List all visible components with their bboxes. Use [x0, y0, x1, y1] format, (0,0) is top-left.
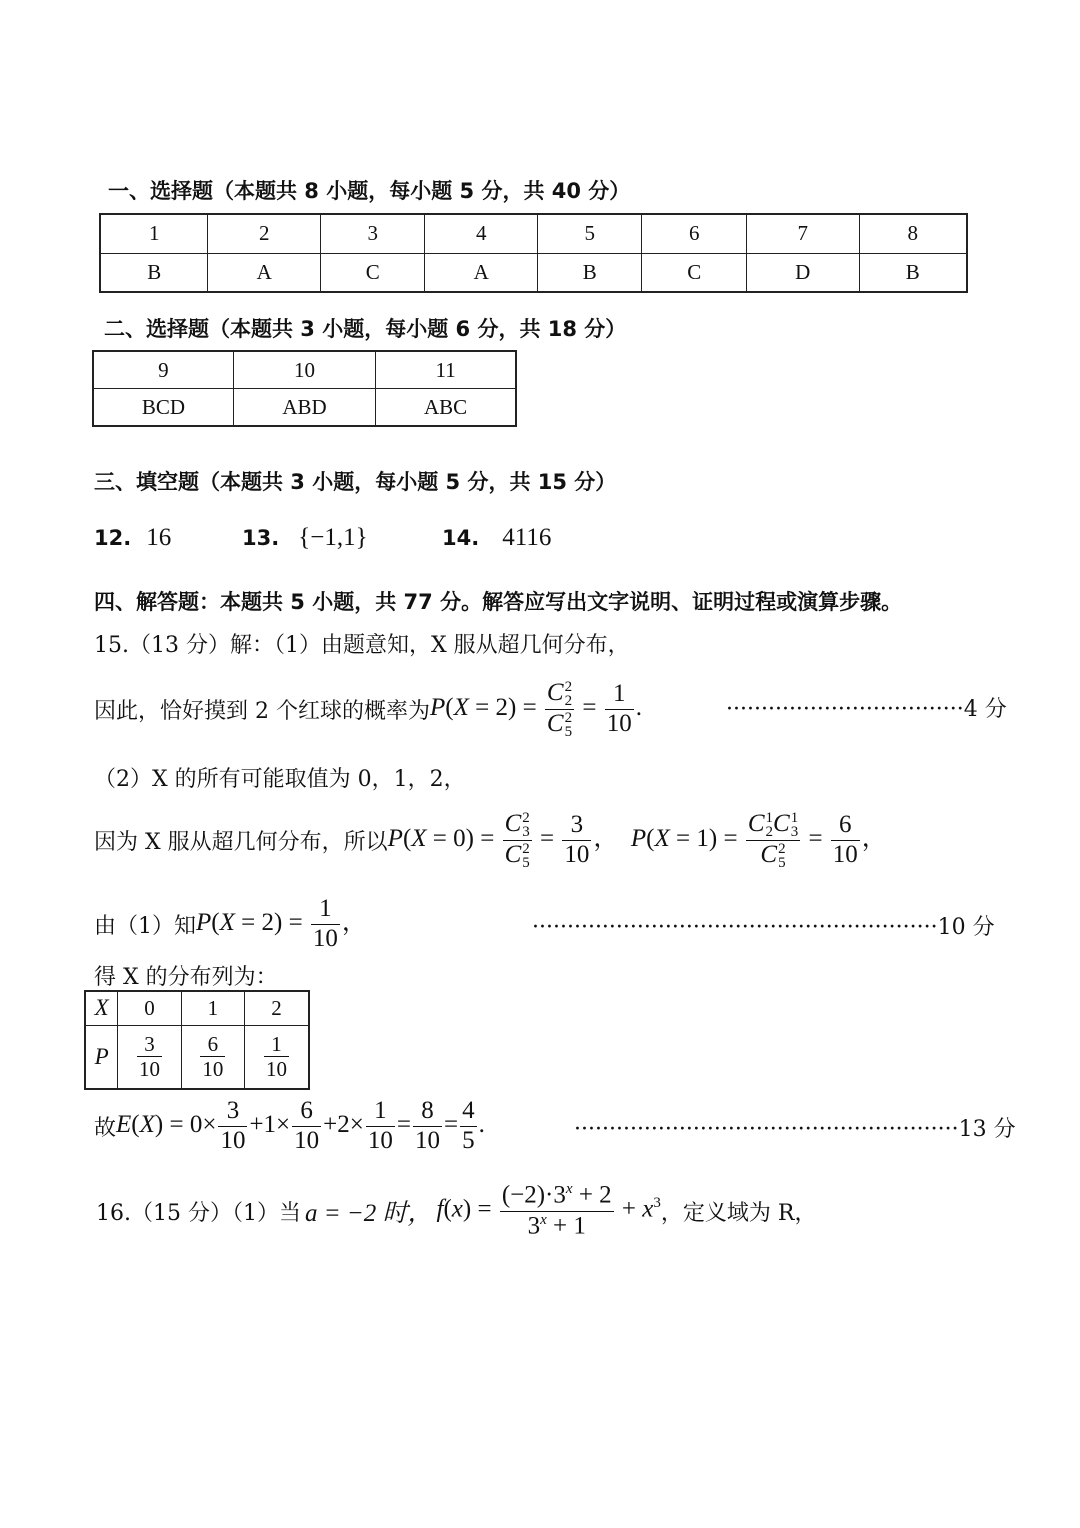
q15-line2	[94, 674, 642, 744]
section3-heading: 三、填空题（本题共 3 小题，每小题 5 分，共 15 分）	[94, 470, 617, 494]
table-cell: B	[538, 253, 642, 292]
table-cell: 3	[320, 214, 424, 253]
table-row	[93, 389, 516, 427]
table-row	[100, 214, 967, 253]
formula-p0-p1: P(X = 0) = C 2 3 C 2 5 = $\frac{3}{10}$ ， P(X = 1) = C 1 2 C 1 3 C 2 5 = $\frac{6}{10}$ ，	[387, 809, 887, 871]
fill-blank-answer-13	[242, 524, 368, 552]
table-cell: 6	[642, 214, 746, 253]
table-cell: B	[100, 253, 208, 292]
item-number: 13.	[242, 526, 280, 550]
table-cell: BCD	[93, 389, 233, 427]
line-text: 因此，恰好摸到 2 个红球的概率为	[94, 698, 430, 724]
formula-p2: P(X = 2) = C 2 2 C 2 5 = $\frac{1}{10}$ .	[430, 678, 642, 740]
q15-line3: （2）X 的所有可能取值为 0，1，2，	[94, 767, 466, 792]
table-cell: 11	[376, 351, 516, 389]
score-text: 13 分	[958, 1117, 1016, 1142]
table-cell: 2	[208, 214, 321, 253]
item-number: 12.	[94, 526, 132, 550]
table-cell: 10	[233, 351, 375, 389]
table-cell: 8	[859, 214, 967, 253]
table-cell	[181, 1025, 244, 1089]
table-header-cell: 0	[118, 991, 181, 1025]
fill-blank-answer-14	[442, 524, 551, 552]
line-text: 因为 X 服从超几何分布，所以	[94, 829, 388, 855]
item-answer: 4116	[502, 524, 552, 551]
table-cell: 1	[100, 214, 208, 253]
q15-line5	[94, 892, 367, 956]
fraction-denominator: 10	[202, 1057, 224, 1082]
item-answer: {−1,1}	[298, 524, 368, 551]
table-row	[100, 253, 967, 292]
q15-line1: 15.（13 分）解：（1）由题意知，X 服从超几何分布，	[94, 633, 630, 658]
section1-heading: 一、选择题（本题共 8 小题，每小题 5 分，共 40 分）	[108, 179, 631, 203]
table-header-cell: 1	[181, 991, 244, 1025]
score-mark-4: ··································4 分	[726, 697, 1007, 722]
fraction-numerator: 1	[264, 1032, 289, 1057]
fraction-denominator: 10	[266, 1057, 288, 1082]
formula-p2-recall: P(X = 2) = $\frac{1}{10}$ ，	[196, 894, 367, 952]
table-row	[85, 1025, 309, 1089]
table-cell: 9	[93, 351, 233, 389]
item-number: 14.	[442, 526, 480, 550]
table-cell: D	[746, 253, 859, 292]
q15-line6: 得 X 的分布列为：	[94, 965, 278, 990]
condition-text: a = −2 时，	[304, 1200, 433, 1227]
table-cell: B	[859, 253, 967, 292]
table-cell: 5	[538, 214, 642, 253]
table-cell: C	[642, 253, 746, 292]
q16-line1	[96, 1178, 816, 1244]
section4-heading: 四、解答题：本题共 5 小题，共 77 分。解答应写出文字说明、证明过程或演算步骤。	[94, 590, 903, 614]
choice-answer-table-2	[92, 350, 517, 427]
table-header-cell: 2	[245, 991, 309, 1025]
table-cell: A	[425, 253, 538, 292]
q15-line7	[94, 1094, 485, 1158]
table-row-label: P	[85, 1025, 118, 1089]
table-cell	[245, 1025, 309, 1089]
line-text: 16.（15 分）（1）当	[96, 1200, 301, 1226]
fill-blank-answer-12	[94, 524, 171, 552]
q15-line4	[94, 806, 887, 874]
table-cell: 7	[746, 214, 859, 253]
fraction-numerator: 3	[137, 1032, 162, 1057]
table-header-cell: X	[85, 991, 118, 1025]
table-cell: ABC	[376, 389, 516, 427]
line-text: 故	[94, 1115, 117, 1141]
score-text: 10 分	[937, 915, 995, 940]
table-cell	[118, 1025, 181, 1089]
fraction-denominator: 10	[139, 1057, 161, 1082]
table-cell: A	[208, 253, 321, 292]
table-cell: 4	[425, 214, 538, 253]
score-mark-13: ·······················································13 分	[574, 1117, 1016, 1142]
formula-fx: f(x) = $\frac{(-2)\cdot 3^x + 2}{3^x + 1}$ + $x^3$	[436, 1181, 661, 1239]
section2-heading: 二、选择题（本题共 3 小题，每小题 6 分，共 18 分）	[104, 317, 627, 341]
formula-expectation: E(X) = 0× $\frac{3}{10}$ +1× $\frac{6}{10}$ +2× $\frac{1}{10}$ = $\frac{8}{10}$ = $\frac{4}{5}$ .	[116, 1096, 485, 1154]
fraction-numerator: 6	[200, 1032, 225, 1057]
distribution-table	[84, 990, 310, 1090]
table-row	[93, 351, 516, 389]
table-cell: C	[320, 253, 424, 292]
line-text: ，定义域为 R，	[660, 1200, 817, 1226]
item-answer: 16	[146, 524, 172, 551]
table-cell: ABD	[233, 389, 375, 427]
score-mark-10: ··························································10 分	[532, 915, 995, 940]
line-text: 由（1）知	[94, 913, 196, 939]
score-text: 4 分	[963, 697, 1007, 722]
choice-answer-table-1	[99, 213, 968, 293]
table-row	[85, 991, 309, 1025]
